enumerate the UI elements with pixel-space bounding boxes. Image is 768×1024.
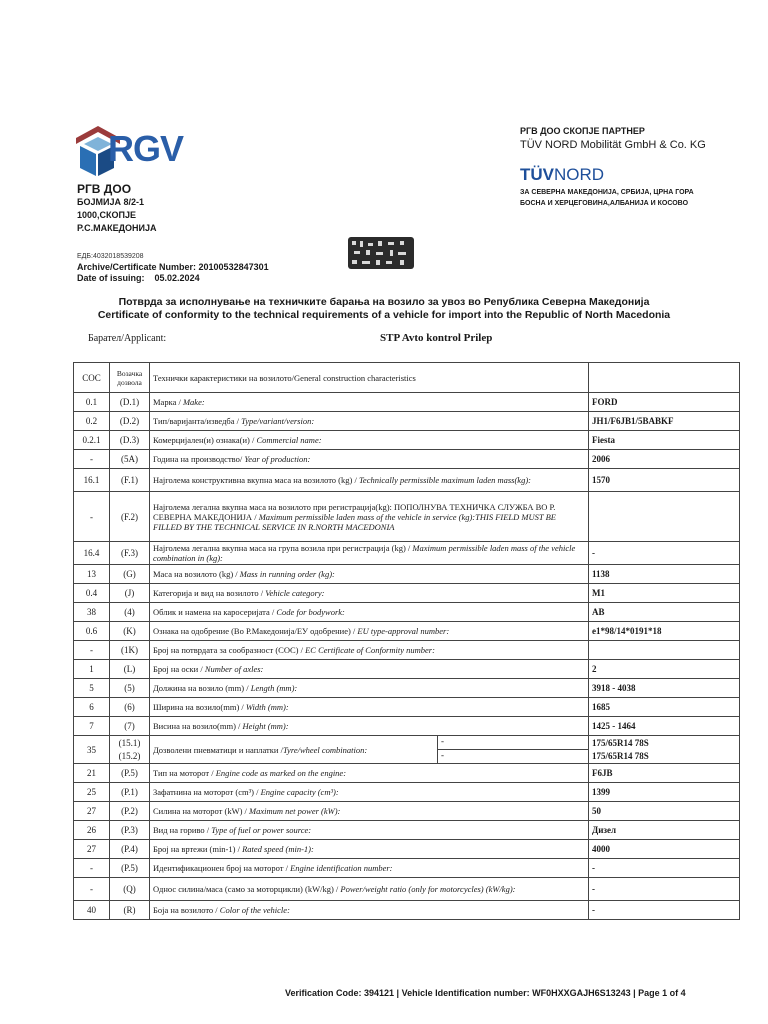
table-row: [74, 698, 740, 717]
code-cell: (F.2): [110, 492, 150, 542]
table-row: [74, 622, 740, 641]
coc-cell: 25: [74, 783, 110, 802]
coc-cell: -: [74, 450, 110, 469]
desc-cell: Облик и намена на каросеријата / Code for bodywork:: [150, 603, 589, 622]
coc-cell: -: [74, 878, 110, 901]
code-cell: (F.1): [110, 469, 150, 492]
coc-cell: 16.1: [74, 469, 110, 492]
coc-cell: 0.1: [74, 393, 110, 412]
table-row: [74, 717, 740, 736]
table-row: [74, 679, 740, 698]
code-cell: (F.3): [110, 542, 150, 565]
desc-cell: Идентификационен број на моторот / Engine identification number:: [150, 859, 589, 878]
value-cell: 1570: [589, 469, 740, 492]
coc-cell: -: [74, 641, 110, 660]
company-name: РГВ ДОО: [77, 182, 132, 196]
code-cell: (6): [110, 698, 150, 717]
table-row: [74, 393, 740, 412]
verification-footer: Verification Code: 394121 | Vehicle Identification number: WF0HXXGAJH6S13243 | Page 1 of 4: [285, 988, 686, 998]
code-cell: (P.1): [110, 783, 150, 802]
archive-number: Archive/Certificate Number: 20100532847301: [77, 262, 269, 272]
coc-cell: 0.2.1: [74, 431, 110, 450]
code-cell: (1K): [110, 641, 150, 660]
code-cell: (D.1): [110, 393, 150, 412]
desc-cell: Најголема легална вкупна маса на група возила при регистрација (kg) / Maximum permissible laden mass of the vehicle combination in (kg):: [150, 542, 589, 565]
code-cell: (4): [110, 603, 150, 622]
header-value: [589, 363, 740, 393]
coc-cell: 0.4: [74, 584, 110, 603]
title-en: Certificate of conformity to the technical requirements of a vehicle for import into the Republic of North Macedonia: [97, 309, 671, 321]
coc-cell: 5: [74, 679, 110, 698]
code-cell: (J): [110, 584, 150, 603]
partner-block: [520, 124, 706, 152]
code-cell: (5A): [110, 450, 150, 469]
coc-cell: 26: [74, 821, 110, 840]
tuv-region: ЗА СЕВЕРНА МАКЕДОНИЈА, СРБИЈА, ЦРНА ГОРА БОСНА И ХЕРЦЕГОВИНА,АЛБАНИЈА И КОСОВО: [520, 189, 694, 207]
coc-cell: 38: [74, 603, 110, 622]
desc-cell: Однос силина/маса (само за моторцикли) (kW/kg) / Power/weight ratio (only for motorcycles) (kW/kg):: [150, 878, 589, 901]
value-cell: -: [589, 901, 740, 920]
code-cell: (D.3): [110, 431, 150, 450]
company-address: [77, 183, 157, 235]
code-cell: (Q): [110, 878, 150, 901]
value-cell: FORD: [589, 393, 740, 412]
table-row: [74, 840, 740, 859]
coc-cell: 0.2: [74, 412, 110, 431]
value-cell: Fiesta: [589, 431, 740, 450]
value-cell: F6JB: [589, 764, 740, 783]
tuv-logo: TÜVNORD: [520, 165, 605, 184]
value-cell: 1425 - 1464: [589, 717, 740, 736]
desc-cell: Категорија и вид на возилото / Vehicle category:: [150, 584, 589, 603]
table-row: [74, 783, 740, 802]
value-cell: [589, 641, 740, 660]
logo-wordmark: RGV: [108, 128, 184, 169]
characteristics-table: [73, 362, 740, 920]
header-desc: Технички карактеристики на возилото/General construction characteristics: [150, 363, 589, 393]
header-code: Возачка дозвола: [110, 363, 150, 393]
desc-cell: Комерцијален(и) ознака(и) / Commercial name:: [150, 431, 589, 450]
desc-cell: Најголема легална вкупна маса на возилото при регистрација(kg): ПОПОЛНУВА ТЕХНИЧКА СЛУЖБА ВО Р. СЕВЕРНА МАКЕДОНИЈА / Maximum permissible laden mass of the vehicle in service (kg):THIS FIELD MUST BE FILLED BY THE TECHNICAL SERVICE IN R.NORTH MACEDONIA: [150, 492, 589, 542]
coc-cell: 0.6: [74, 622, 110, 641]
table-row: [74, 431, 740, 450]
value-cell: 2: [589, 660, 740, 679]
table-row: [74, 469, 740, 492]
desc-cell: Број на оски / Number of axles:: [150, 660, 589, 679]
desc-cell: Година на производство/ Year of production:: [150, 450, 589, 469]
code-cell: (P.2): [110, 802, 150, 821]
issue-date: Date of issuing: 05.02.2024: [77, 273, 200, 283]
applicant-label: Барател/Applicant:: [88, 333, 167, 344]
table-row: [74, 492, 740, 542]
value-cell: 4000: [589, 840, 740, 859]
code-cell: (5): [110, 679, 150, 698]
desc-cell: Ширина на возило(mm) / Width (mm):: [150, 698, 589, 717]
table-header: [74, 363, 740, 393]
code-cell: (7): [110, 717, 150, 736]
table-row: [74, 565, 740, 584]
table-row: [74, 603, 740, 622]
desc-cell: Тип на моторот / Engine code as marked on the engine:: [150, 764, 589, 783]
coc-cell: 1: [74, 660, 110, 679]
partner-company: TÜV NORD Mobilität GmbH & Co. KG: [520, 139, 706, 151]
value-cell: 1685: [589, 698, 740, 717]
desc-cell: Број на потврдата за сообразност (COC) / EC Certificate of Conformity number:: [150, 641, 589, 660]
value-cell: 1399: [589, 783, 740, 802]
address-line: 1000,СКОПЈЕ: [77, 210, 136, 220]
title-mk: Потврда за исполнување на техничките барања на возило за увоз во Република Северна Македонија: [118, 296, 650, 308]
value-cell: -: [589, 542, 740, 565]
desc-cell: Тип/варијанта/изведба / Type/variant/version:: [150, 412, 589, 431]
table-row: [74, 660, 740, 679]
coc-cell: 27: [74, 840, 110, 859]
certificate-title: [0, 296, 768, 322]
code-cell: (R): [110, 901, 150, 920]
table-row: [74, 542, 740, 565]
value-cell: e1*98/14*0191*18: [589, 622, 740, 641]
header-coc: COC: [74, 363, 110, 393]
value-cell: 3918 - 4038: [589, 679, 740, 698]
address-line: БОЈМИЈА 8/2-1: [77, 197, 144, 207]
code-cell: (P.3): [110, 821, 150, 840]
table-row-tyre: 35 (15.1) (15.2) Дозволени пневматици и наплатки / Tyre/wheel combination: - - 175/65R14 78S 175/65R14 78S: [74, 736, 740, 764]
desc-cell: Марка / Make:: [150, 393, 589, 412]
table-row: [74, 584, 740, 603]
hologram-seal-icon: [346, 233, 416, 273]
code-cell: (L): [110, 660, 150, 679]
coc-cell: 21: [74, 764, 110, 783]
table-row: [74, 878, 740, 901]
table-row: [74, 450, 740, 469]
desc-cell: Должина на возило (mm) / Length (mm):: [150, 679, 589, 698]
archive-info: [77, 262, 269, 284]
table-row: [74, 901, 740, 920]
desc-cell: Маса на возилото (kg) / Mass in running order (kg):: [150, 565, 589, 584]
coc-cell: 13: [74, 565, 110, 584]
desc-cell: Висина на возило(mm) / Height (mm):: [150, 717, 589, 736]
coc-cell: -: [74, 492, 110, 542]
coc-cell: -: [74, 859, 110, 878]
coc-cell: 16.4: [74, 542, 110, 565]
table-row: [74, 412, 740, 431]
partner-label: РГВ ДОО СКОПЈЕ ПАРТНЕР: [520, 126, 645, 136]
code-cell: (G): [110, 565, 150, 584]
value-cell: M1: [589, 584, 740, 603]
desc-cell: Боја на возилото / Color of the vehicle:: [150, 901, 589, 920]
table-row: [74, 821, 740, 840]
code-cell: (D.2): [110, 412, 150, 431]
table-row: [74, 802, 740, 821]
value-cell: -: [589, 878, 740, 901]
value-cell: JH1/F6JB1/5BABKF: [589, 412, 740, 431]
value-cell: AB: [589, 603, 740, 622]
coc-cell: 40: [74, 901, 110, 920]
coc-cell: 7: [74, 717, 110, 736]
code-cell: (P.5): [110, 859, 150, 878]
table-row: [74, 764, 740, 783]
applicant-value: STP Avto kontrol Prilep: [380, 332, 493, 344]
code-cell: (K): [110, 622, 150, 641]
desc-cell: Силина на моторот (kW) / Maximum net power (kW):: [150, 802, 589, 821]
code-cell: (P.4): [110, 840, 150, 859]
value-cell: [589, 492, 740, 542]
value-cell: 2006: [589, 450, 740, 469]
desc-cell: Зафатнина на моторот (cm³) / Engine capacity (cm³):: [150, 783, 589, 802]
address-line: Р.С.МАКЕДОНИЈА: [77, 223, 157, 233]
desc-cell: Вид на гориво / Type of fuel or power source:: [150, 821, 589, 840]
table-row: [74, 641, 740, 660]
desc-cell: Број на вртежи (min-1) / Rated speed (min-1):: [150, 840, 589, 859]
value-cell: 50: [589, 802, 740, 821]
desc-cell: Ознака на одобрение (Во Р.Македонија/ЕУ одобрение) / EU type-approval number:: [150, 622, 589, 641]
desc-cell: Најголема конструктивна вкупна маса на возилото (kg) / Technically permissible maximum laden mass(kg):: [150, 469, 589, 492]
table-row: [74, 859, 740, 878]
value-cell: Дизел: [589, 821, 740, 840]
value-cell: -: [589, 859, 740, 878]
value-cell: 1138: [589, 565, 740, 584]
coc-cell: 6: [74, 698, 110, 717]
code-cell: (P.5): [110, 764, 150, 783]
coc-cell: 27: [74, 802, 110, 821]
tax-id: ЕДБ:4032018539208: [77, 253, 144, 260]
